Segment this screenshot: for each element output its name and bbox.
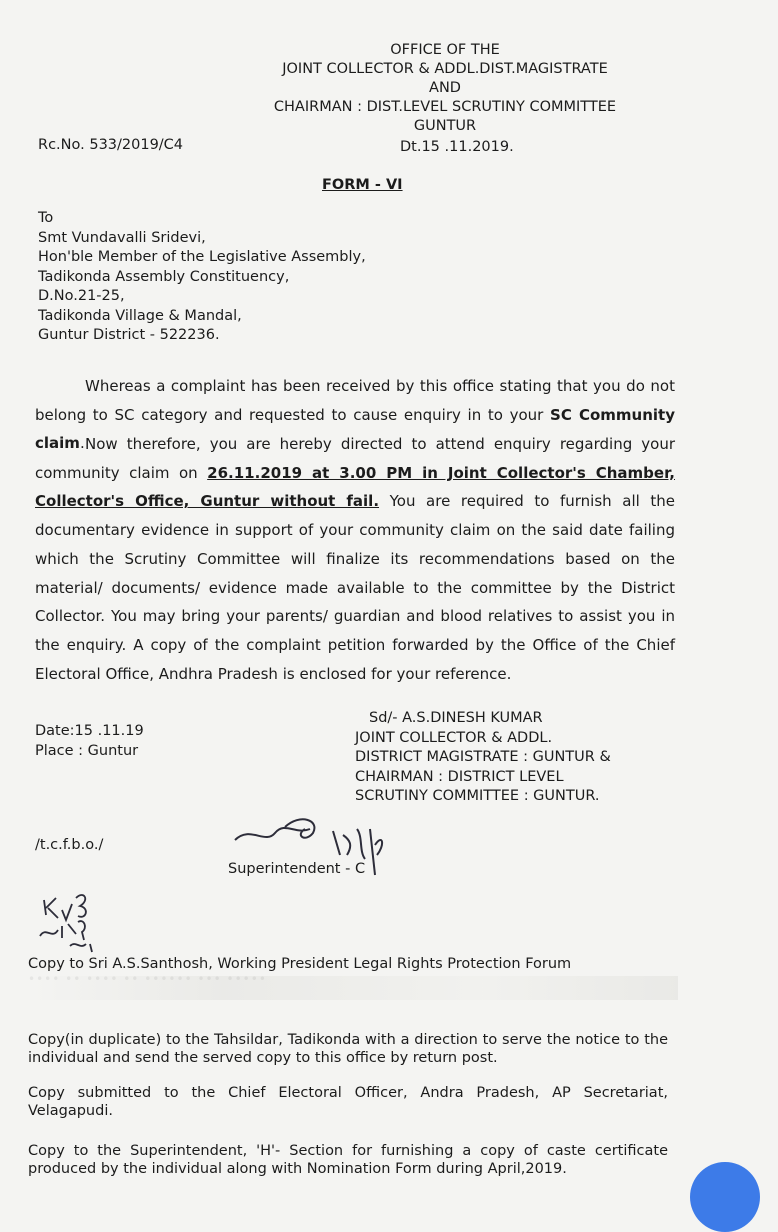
reference-number: Rc.No. 533/2019/C4 [38,137,184,153]
copy-superintendent: Copy to the Superintendent, 'H'- Section for furnishing a copy of caste certificate produced by the individual along with Nomination Form during April,2019. [28,1143,668,1177]
signatory-line-2: JOINT COLLECTOR & ADDL. [355,729,553,746]
form-title: FORM - VI [322,177,403,193]
signatory-line-5: SCRUTINY COMMITTEE : GUNTUR. [355,788,600,804]
signatory-line-4: CHAIRMAN : DISTRICT LEVEL [355,768,564,785]
address-to: To [38,210,54,226]
copy-tahsildar: Copy(in duplicate) to the Tahsildar, Tadikonda with a direction to serve the notice to the individual and send the served copy to this office by return post. [28,1032,668,1066]
para1-bold: SC Community claim [35,405,675,453]
header-line-3: AND [429,80,461,96]
floating-button[interactable] [690,1162,760,1232]
para1-end: . [79,434,85,453]
signatory-line-3: DISTRICT MAGISTRATE : GUNTUR & [355,749,611,765]
superintendent-label: Superintendent - C [228,861,366,877]
office-header [240,41,650,136]
enquiry-date-venue: 26.11.2019 at 3.00 PM in Joint Collector's Chamber, Collector's Office, Guntur without fail. [35,463,675,511]
handwritten-initials [32,880,112,955]
address-district: Guntur District - 522236. [38,327,220,343]
issue-date: Dt.15 .11.2019. [400,139,514,155]
place: Place : Guntur [35,743,139,759]
address-designation: Hon'ble Member of the Legislative Assembly, [38,249,366,265]
signatory-name: Sd/- A.S.DINESH KUMAR [369,710,543,726]
address-name: Smt Vundavalli Sridevi, [38,229,206,246]
para2-text: Now therefore, you are hereby directed to attend enquiry regarding your community claim on [35,435,675,482]
copy-chief-electoral-officer: Copy submitted to the Chief Electoral Officer, Andra Pradesh, AP Secretariat, Velagapudi. [28,1085,668,1119]
header-line-5: GUNTUR [413,118,477,134]
header-line-2: JOINT COLLECTOR & ADDL.DIST.MAGISTRATE [282,61,608,77]
copy-legal-rights-forum: Copy to Sri A.S.Santhosh, Working President Legal Rights Protection Forum [28,956,572,972]
signatory-block [355,709,611,807]
tcfbo-note: /t.c.f.b.o./ [35,837,104,853]
faded-strip [28,976,678,1000]
header-line-4: CHAIRMAN : DIST.LEVEL SCRUTINY COMMITTEE [273,99,617,115]
address-door-no: D.No.21-25, [38,288,125,304]
address-village: Tadikonda Village & Mandal, [38,307,242,324]
para2-rest: You are required to furnish all the documentary evidence in support of your community claim on the said date failing which the Scrutiny Committee will finalize its recommendations based on the material/ documents/ evidence made available to the committee by the District Collector. You may bring your parents/ guardian and blood relatives to assist you in the enquiry. A copy of the complaint petition forwarded by the Office of the Chief Electoral Office, Andhra Pradesh is enclosed for your reference. [35,492,675,683]
paragraph-enquiry [35,430,675,688]
bottom-date: Date:15 .11.19 [35,723,144,739]
address-constituency: Tadikonda Assembly Constituency, [38,268,290,285]
header-line-1: OFFICE OF THE [390,42,500,58]
recipient-address [38,209,366,346]
para1-text: Whereas a complaint has been received by this office stating that you do not belong to SC category and requested to cause enquiry in to your [35,377,675,424]
